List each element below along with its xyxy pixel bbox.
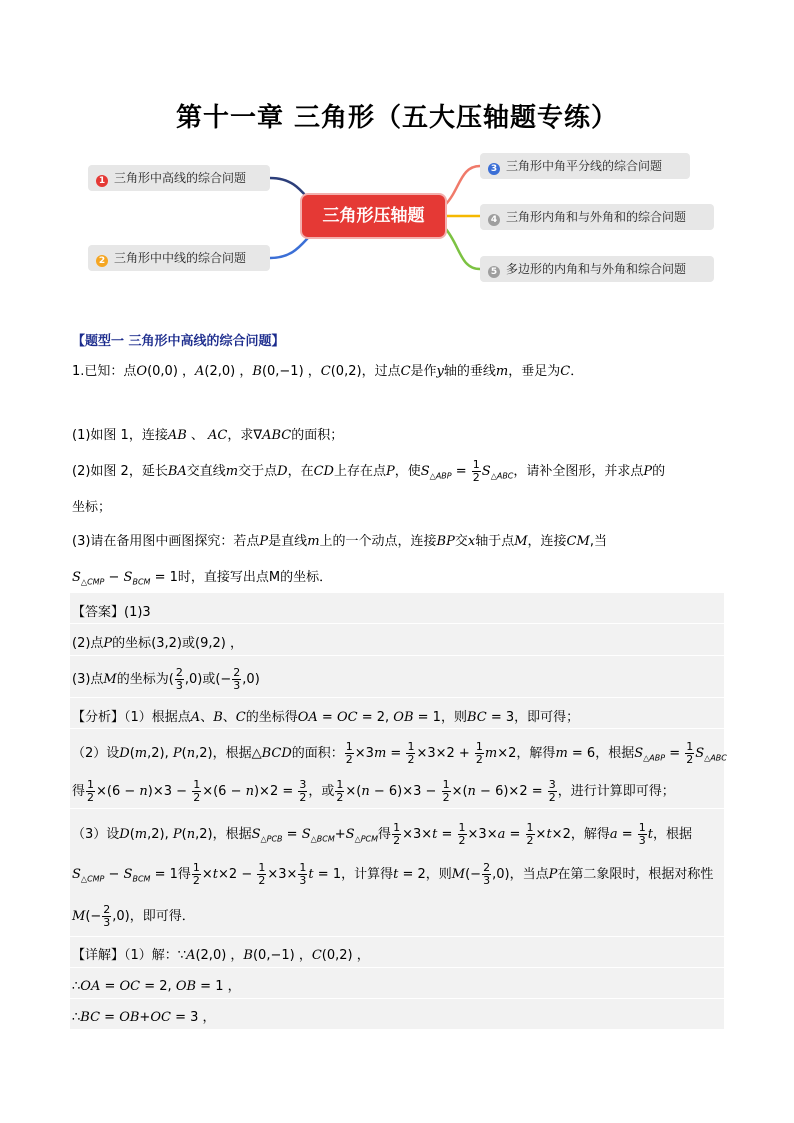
mindmap-node-5: [480, 256, 714, 282]
analysis-line-3: （3）设D(m,2), P(n,2)，根据$S_{\triangle PCB} = S_{\triangle BCM}+S_{\triangle PCM}$得 $\frac{1}{2}$ ×3×t = $\frac{1}{2}$ ×3×a = $\frac{1}{2}$ ×t×2，解得a = $\frac{1}{3}$ t，根据: [72, 821, 693, 847]
analysis-line-3-cont: $S_{\triangle CMP} - S_{BCM} = 1$得 $\frac{1}{2}$ ×t×2 − $\frac{1}{2}$ ×3× $\frac{1}{3}$ t = 1，计算得t = 2，则M(− $\frac{2}{3}$ ,0)，当点P在第二象限时，根据对称性: [72, 861, 714, 887]
mindmap-node-label: 多边形的内角和与外角和综合问题: [506, 262, 687, 276]
analysis-line-1: 【分析】（1）根据点A、B、C的坐标得OA = OC = 2, OB = 1，则BC = 3，即可得；: [72, 710, 580, 725]
mindmap-node-2: [88, 245, 270, 271]
number-3-icon: 3: [488, 163, 500, 175]
question-part-3: (3)请在备用图中画图探究：若点P是直线m上的一个动点，连接BP交x轴于点M，连接CM,当: [72, 534, 607, 549]
number-2-icon: 2: [96, 255, 108, 267]
analysis-line-3-end: M(− $\frac{2}{3}$ ,0)，即可得．: [72, 903, 195, 929]
detail-line-2: ∴OA = OC = 2, OB = 1 ，: [72, 979, 241, 994]
question-intro: 1.已知：点O(0,0) ，A(2,0) ，B(0,−1) ，C(0,2)，过点C是作y轴的垂线m，垂足为C．: [72, 364, 584, 379]
answer-line-1: 【答案】(1)3: [72, 605, 151, 620]
number-5-icon: 5: [488, 266, 500, 278]
answer-panel: [70, 593, 724, 1029]
section-heading: 【题型一 三角形中高线的综合问题】: [72, 334, 285, 349]
question-part-2: (2)如图 2，延长BA交直线m交于点D，在CD上存在点P，使$S_{\triangle ABP}$ = $\frac{1}{2}$ $S_{\triangle ABC}$，请补全图形，并求点P的: [72, 458, 666, 484]
row-divider: [70, 728, 724, 729]
row-divider: [70, 808, 724, 809]
detail-line-1: 【详解】（1）解：∵A(2,0) ，B(0,−1) ，C(0,2) ，: [72, 948, 370, 963]
question-part-1: (1)如图 1，连接AB 、 AC，求∇ABC的面积；: [72, 428, 344, 443]
question-part-3-cont: $S_{\triangle CMP} - S_{BCM} = 1$时，直接写出点M的坐标．: [72, 570, 333, 587]
row-divider: [70, 936, 724, 937]
mindmap-node-label: 三角形内角和与外角和的综合问题: [506, 210, 687, 224]
mindmap-node-label: 三角形中角平分线的综合问题: [506, 159, 663, 173]
mindmap-node-label: 三角形中中线的综合问题: [114, 251, 247, 265]
detail-line-3: ∴BC = OB+OC = 3 ，: [72, 1010, 216, 1025]
answer-line-3: (3)点M的坐标为( $\frac{2}{3}$ ,0)或(− $\frac{2}{3}$ ,0): [72, 666, 260, 692]
mindmap-node-1: [88, 165, 270, 191]
number-4-icon: 4: [488, 214, 500, 226]
number-1-icon: 1: [96, 175, 108, 187]
mindmap-center: 三角形压轴题: [302, 195, 445, 237]
analysis-line-2-cont: 得 $\frac{1}{2}$ ×(6 − n)×3 − $\frac{1}{2}$ ×(6 − n)×2 = $\frac{3}{2}$ ，或 $\frac{1}{2}$ ×(n − 6)×3 − $\frac{1}{2}$ ×(n − 6)×2 = $\frac{3}{2}$ ，进行计算即可得；: [72, 778, 675, 804]
answer-line-2: (2)点P的坐标(3,2)或(9,2) ，: [72, 636, 243, 651]
page-title: 第十一章 三角形（五大压轴题专练）: [175, 103, 619, 133]
question-part-2-cont: 坐标；: [72, 500, 112, 515]
analysis-line-2: （2）设D(m,2), P(n,2)，根据△BCD的面积： $\frac{1}{2}$ ×3m = $\frac{1}{2}$ ×3×2 + $\frac{1}{2}$ m×2，解得m = 6，根据$S_{\triangle ABP}$ = $\frac{1}{2}$ $S_{\triangle ABC}$: [72, 740, 727, 766]
row-divider: [70, 998, 724, 999]
mindmap-node-4: [480, 204, 714, 230]
row-divider: [70, 967, 724, 968]
row-divider: [70, 697, 724, 698]
row-divider: [70, 655, 724, 656]
row-divider: [70, 623, 724, 624]
mindmap-node-3: [480, 153, 690, 179]
mindmap-node-label: 三角形中高线的综合问题: [114, 171, 247, 185]
